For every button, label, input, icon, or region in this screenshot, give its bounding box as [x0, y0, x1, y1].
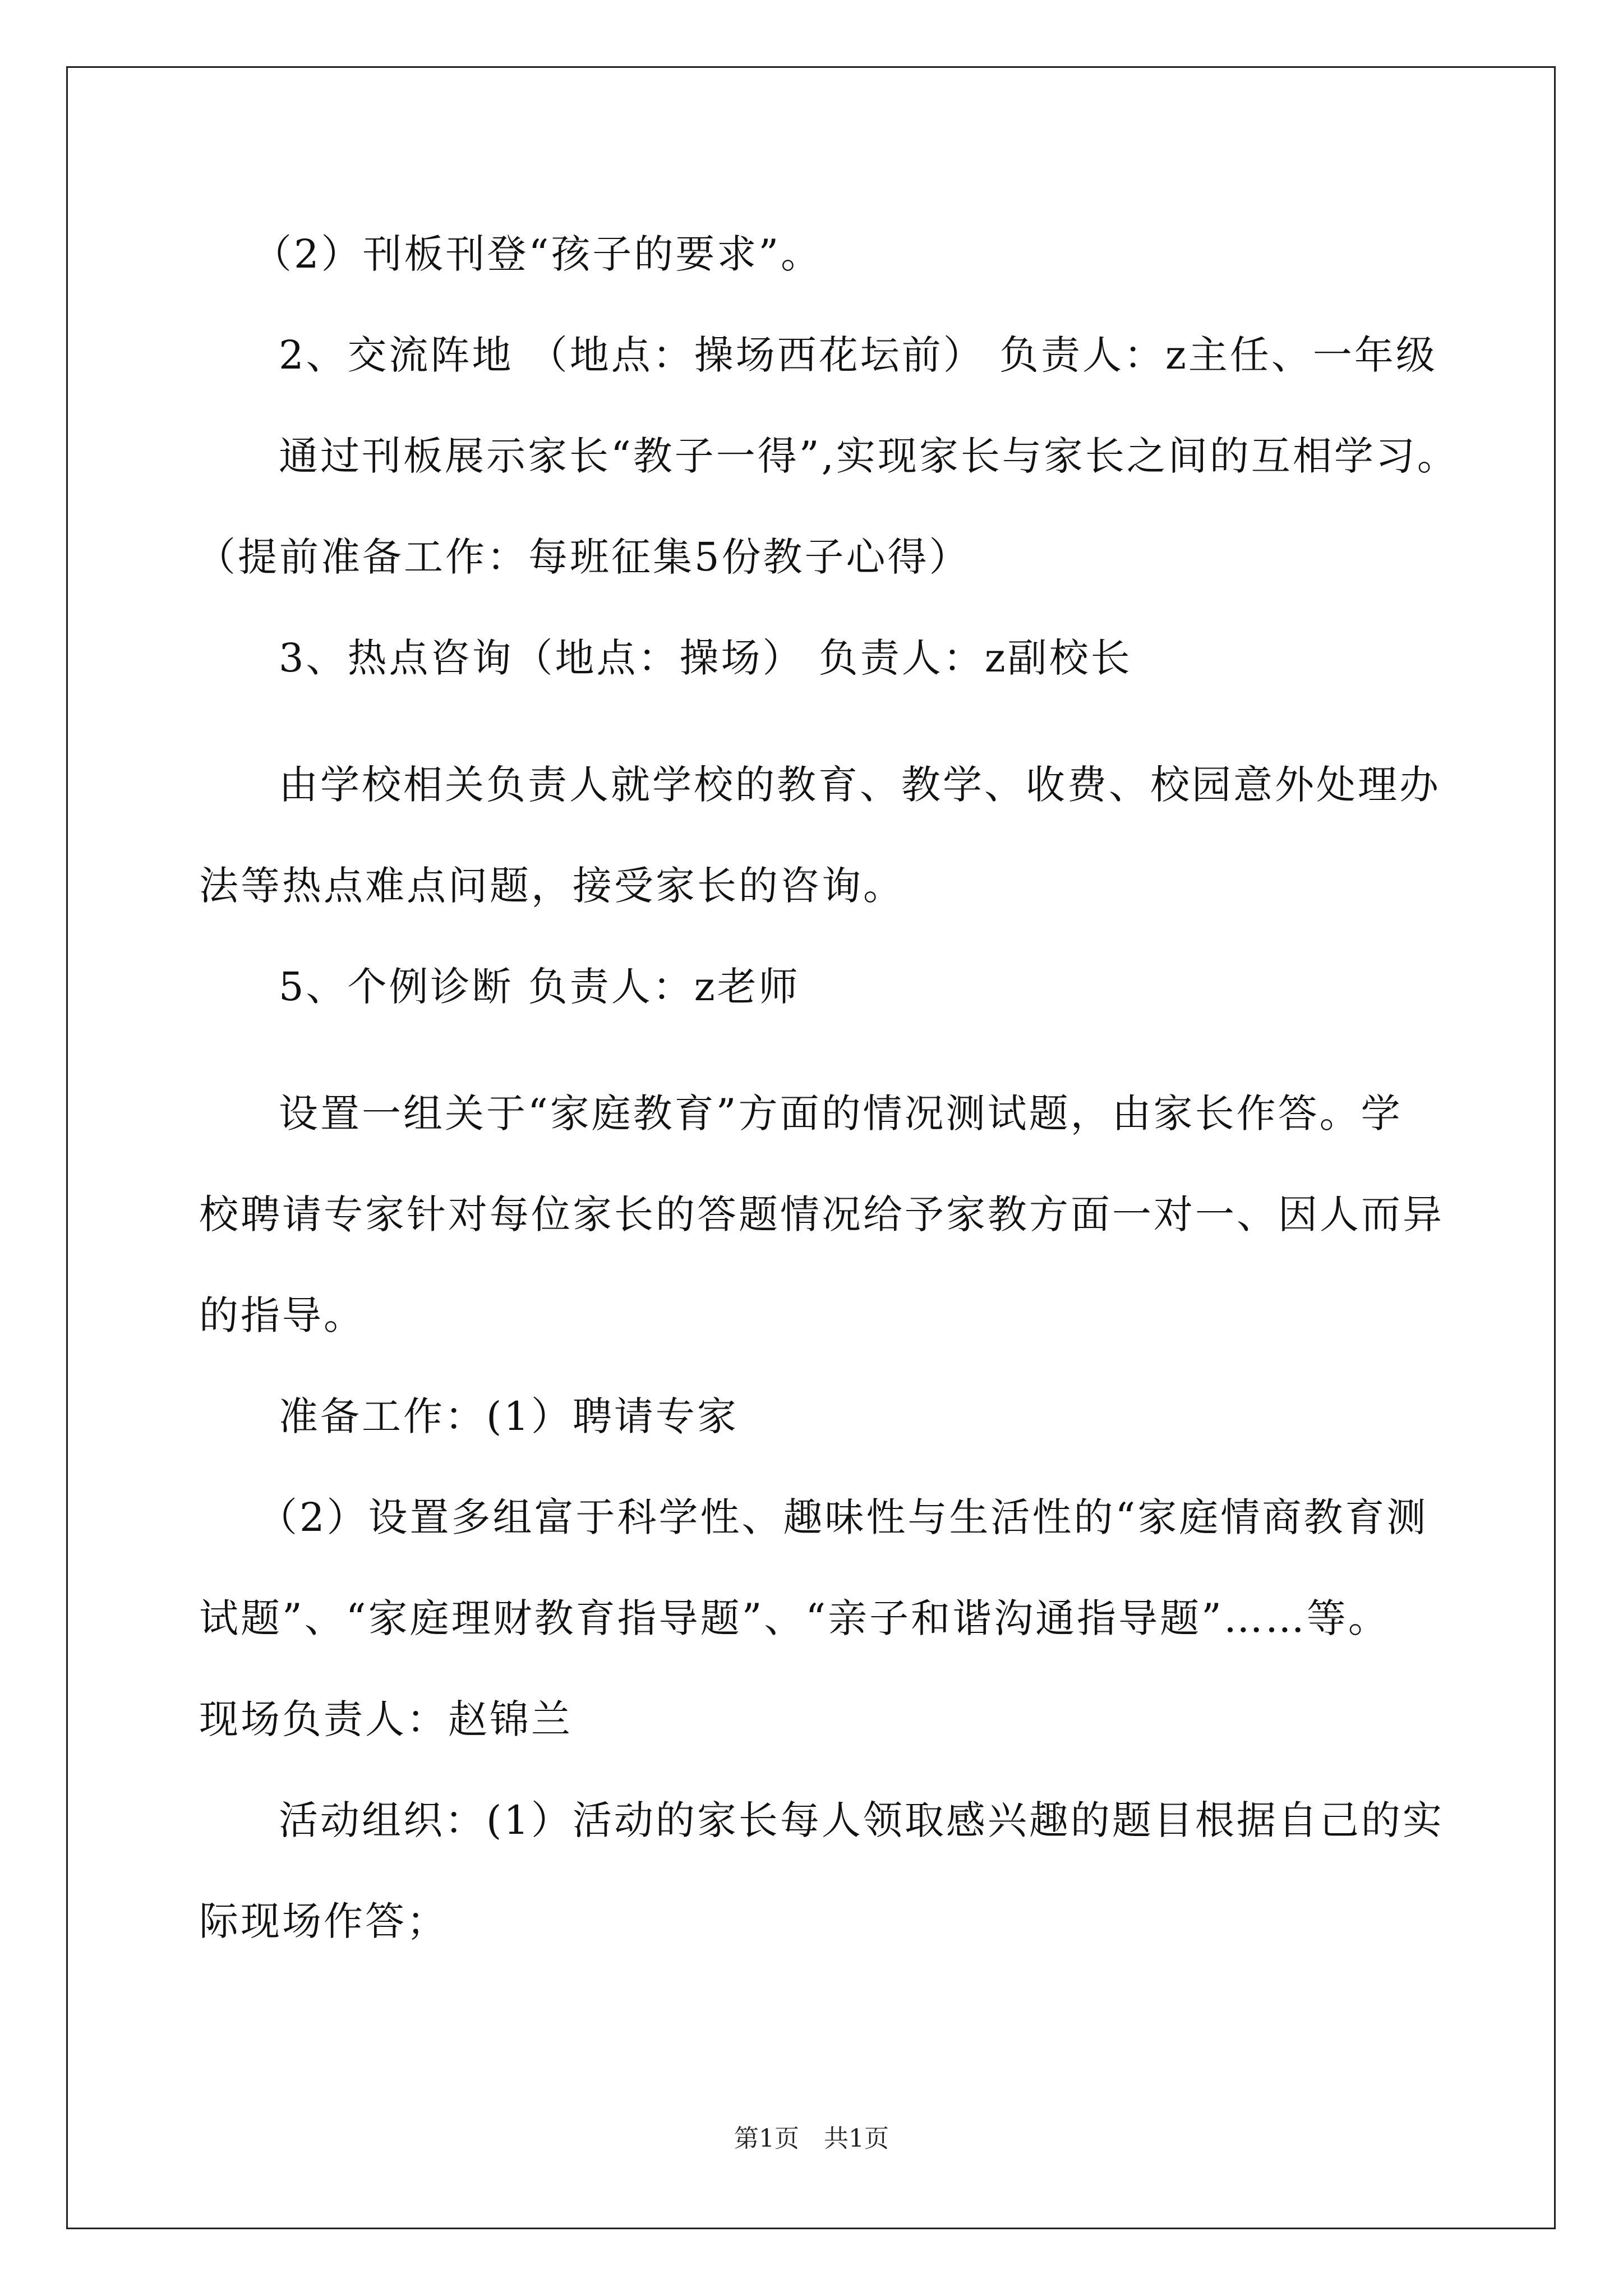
text-line-5: 3、热点咨询（地点：操场） 负责人：z副校长: [279, 635, 1132, 681]
text-line-7: 法等热点难点问题，接受家长的咨询。: [199, 863, 905, 909]
text-line-17: 际现场作答；: [199, 1898, 448, 1944]
text-line-3: 通过刊板展示家长“教子一得”,实现家长与家长之间的互相学习。: [279, 433, 1459, 479]
text-line-9: 设置一组关于“家庭教育”方面的情况测试题，由家长作答。学: [279, 1091, 1403, 1137]
text-line-16: 活动组织：(1）活动的家长每人领取感兴趣的题目根据自己的实: [279, 1797, 1444, 1843]
text-line-11: 的指导。: [199, 1292, 365, 1338]
text-line-1: （2）刊板刊登“孩子的要求”。: [252, 231, 823, 277]
text-line-13: （2）设置多组富于科学性、趣味性与生活性的“家庭情商教育测: [258, 1494, 1428, 1540]
text-line-10: 校聘请专家针对每位家长的答题情况给予家教方面一对一、因人而异: [199, 1191, 1444, 1237]
text-line-6: 由学校相关负责人就学校的教育、教学、收费、校园意外处理办: [279, 762, 1441, 808]
text-line-8: 5、个例诊断 负责人：z老师: [279, 964, 800, 1010]
text-line-12: 准备工作：(1）聘请专家: [279, 1393, 739, 1439]
text-line-15: 现场负责人：赵锦兰: [199, 1696, 573, 1742]
text-line-2: 2、交流阵地 （地点：操场西花坛前） 负责人：z主任、一年级: [279, 332, 1437, 378]
page-number-footer: 第1页 共1页: [734, 2124, 889, 2153]
text-line-14: 试题”、“家庭理财教育指导题”、“亲子和谐沟通指导题”……等。: [199, 1595, 1390, 1641]
text-line-4: （提前准备工作：每班征集5份教子心得）: [196, 534, 971, 580]
